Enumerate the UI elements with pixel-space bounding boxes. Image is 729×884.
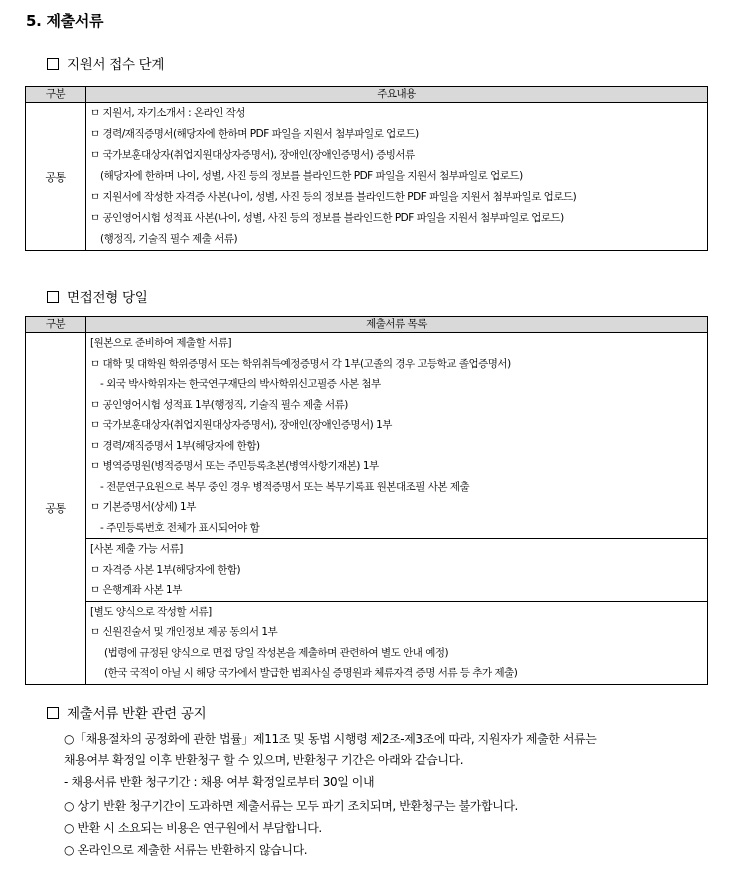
section-title: 5. 제출서류 xyxy=(26,12,104,30)
notice-line: ○ 온라인으로 제출한 서류는 반환하지 않습니다. xyxy=(64,843,308,857)
stage2-table xyxy=(25,316,708,685)
list-item: (해당자에 한하며 나이, 성별, 사진 등의 정보를 블라인드한 PDF 파일을 지원서 첨부파일로 업로드) xyxy=(100,170,523,182)
list-item: - 전문연구요원으로 복무 중인 경우 병적증명서 또는 복무기록표 원본대조필 사본 제출 xyxy=(100,480,470,493)
notice-line: - 채용서류 반환 청구기간 : 채용 여부 확정일로부터 30일 이내 xyxy=(64,775,375,789)
group-heading: [원본으로 준비하여 제출할 서류] xyxy=(90,337,232,349)
list-item: ㅁ 국가보훈대상자(취업지원대상자증명서), 장애인(장애인증명서) 1부 xyxy=(90,419,392,431)
category-cell: 공통 xyxy=(26,333,86,685)
checkbox-square-icon xyxy=(47,291,59,303)
group-form-cell xyxy=(86,601,708,684)
list-item: (법령에 규정된 양식으로 면접 당일 작성본을 제출하며 관련하여 별도 안내 예정) xyxy=(104,646,449,659)
stage1-title: 지원서 접수 단계 xyxy=(67,57,165,73)
notice-title: 제출서류 반환 관련 공지 xyxy=(67,706,207,722)
notice-line: 채용여부 확정일 이후 반환청구 할 수 있으며, 반환청구 기간은 아래와 같습니다. xyxy=(64,753,464,767)
col-header-category: 구분 xyxy=(26,317,86,333)
list-item: (한국 국적이 아닐 시 해당 국가에서 발급한 범죄사실 증명원과 체류자격 증명 서류 등 추가 제출) xyxy=(104,667,518,679)
stage2-title: 면접전형 당일 xyxy=(67,290,148,306)
col-header-category: 구분 xyxy=(26,87,86,103)
list-item: (행정직, 기술직 필수 제출 서류) xyxy=(100,233,238,245)
list-item: ㅁ 공인영어시험 성적표 사본(나이, 성별, 사진 등의 정보를 블라인드한 PDF 파일을 지원서 첨부파일로 업로드) xyxy=(90,212,564,224)
stage1-heading xyxy=(47,53,164,73)
group-heading: [별도 양식으로 작성할 서류] xyxy=(90,605,212,618)
group-original-cell xyxy=(86,333,708,539)
list-item: ㅁ 대학 및 대학원 학위증명서 또는 학위취득예정증명서 각 1부(고졸의 경우 고등학교 졸업증명서) xyxy=(90,357,511,370)
stage2-heading xyxy=(47,286,147,306)
group-copy-cell xyxy=(86,539,708,602)
list-item: ㅁ 국가보훈대상자(취업지원대상자증명서), 장애인(장애인증명서) 증빙서류 xyxy=(90,149,415,161)
list-item: ㅁ 지원서, 자기소개서 : 온라인 작성 xyxy=(90,107,246,119)
group-heading: [사본 제출 가능 서류] xyxy=(90,543,183,555)
list-item: ㅁ 지원서에 작성한 자격증 사본(나이, 성별, 사진 등의 정보를 블라인드한 PDF 파일을 지원서 첨부파일로 업로드) xyxy=(90,191,577,203)
stage1-table xyxy=(25,86,708,251)
content-cell xyxy=(86,103,708,251)
col-header-content: 주요내용 xyxy=(86,87,708,103)
category-cell: 공통 xyxy=(26,103,86,251)
notice-line: ○ 반환 시 소요되는 비용은 연구원에서 부담합니다. xyxy=(64,821,322,835)
list-item: ㅁ 신원진술서 및 개인정보 제공 동의서 1부 xyxy=(90,626,278,638)
list-item: ㅁ 자격증 사본 1부(해당자에 한함) xyxy=(90,563,241,576)
notice-line: ○「채용절차의 공정화에 관한 법률」제11조 및 동법 시행령 제2조-제3조에 따라, 지원자가 제출한 서류는 xyxy=(64,732,597,746)
list-item: ㅁ 병역증명원(병적증명서 또는 주민등록초본(병역사항기재본) 1부 xyxy=(90,460,379,472)
checkbox-square-icon xyxy=(47,707,59,719)
list-item: ㅁ 기본증명서(상세) 1부 xyxy=(90,501,196,513)
list-item: ㅁ 은행계좌 사본 1부 xyxy=(90,584,182,596)
notice-heading xyxy=(47,702,206,722)
list-item: ㅁ 경력/재직증명서 1부(해당자에 한함) xyxy=(90,439,260,452)
list-item: - 주민등록번호 전체가 표시되어야 함 xyxy=(100,521,260,534)
list-item: ㅁ 공인영어시험 성적표 1부(행정직, 기술직 필수 제출 서류) xyxy=(90,398,348,411)
col-header-list: 제출서류 목록 xyxy=(86,317,708,333)
list-item: - 외국 박사학위자는 한국연구재단의 박사학위신고필증 사본 첨부 xyxy=(100,378,381,390)
checkbox-square-icon xyxy=(47,58,59,70)
notice-line: ○ 상기 반환 청구기간이 도과하면 제출서류는 모두 파기 조치되며, 반환청구는 불가합니다. xyxy=(64,799,518,813)
list-item: ㅁ 경력/재직증명서(해당자에 한하며 PDF 파일을 지원서 첨부파일로 업로드) xyxy=(90,128,419,140)
